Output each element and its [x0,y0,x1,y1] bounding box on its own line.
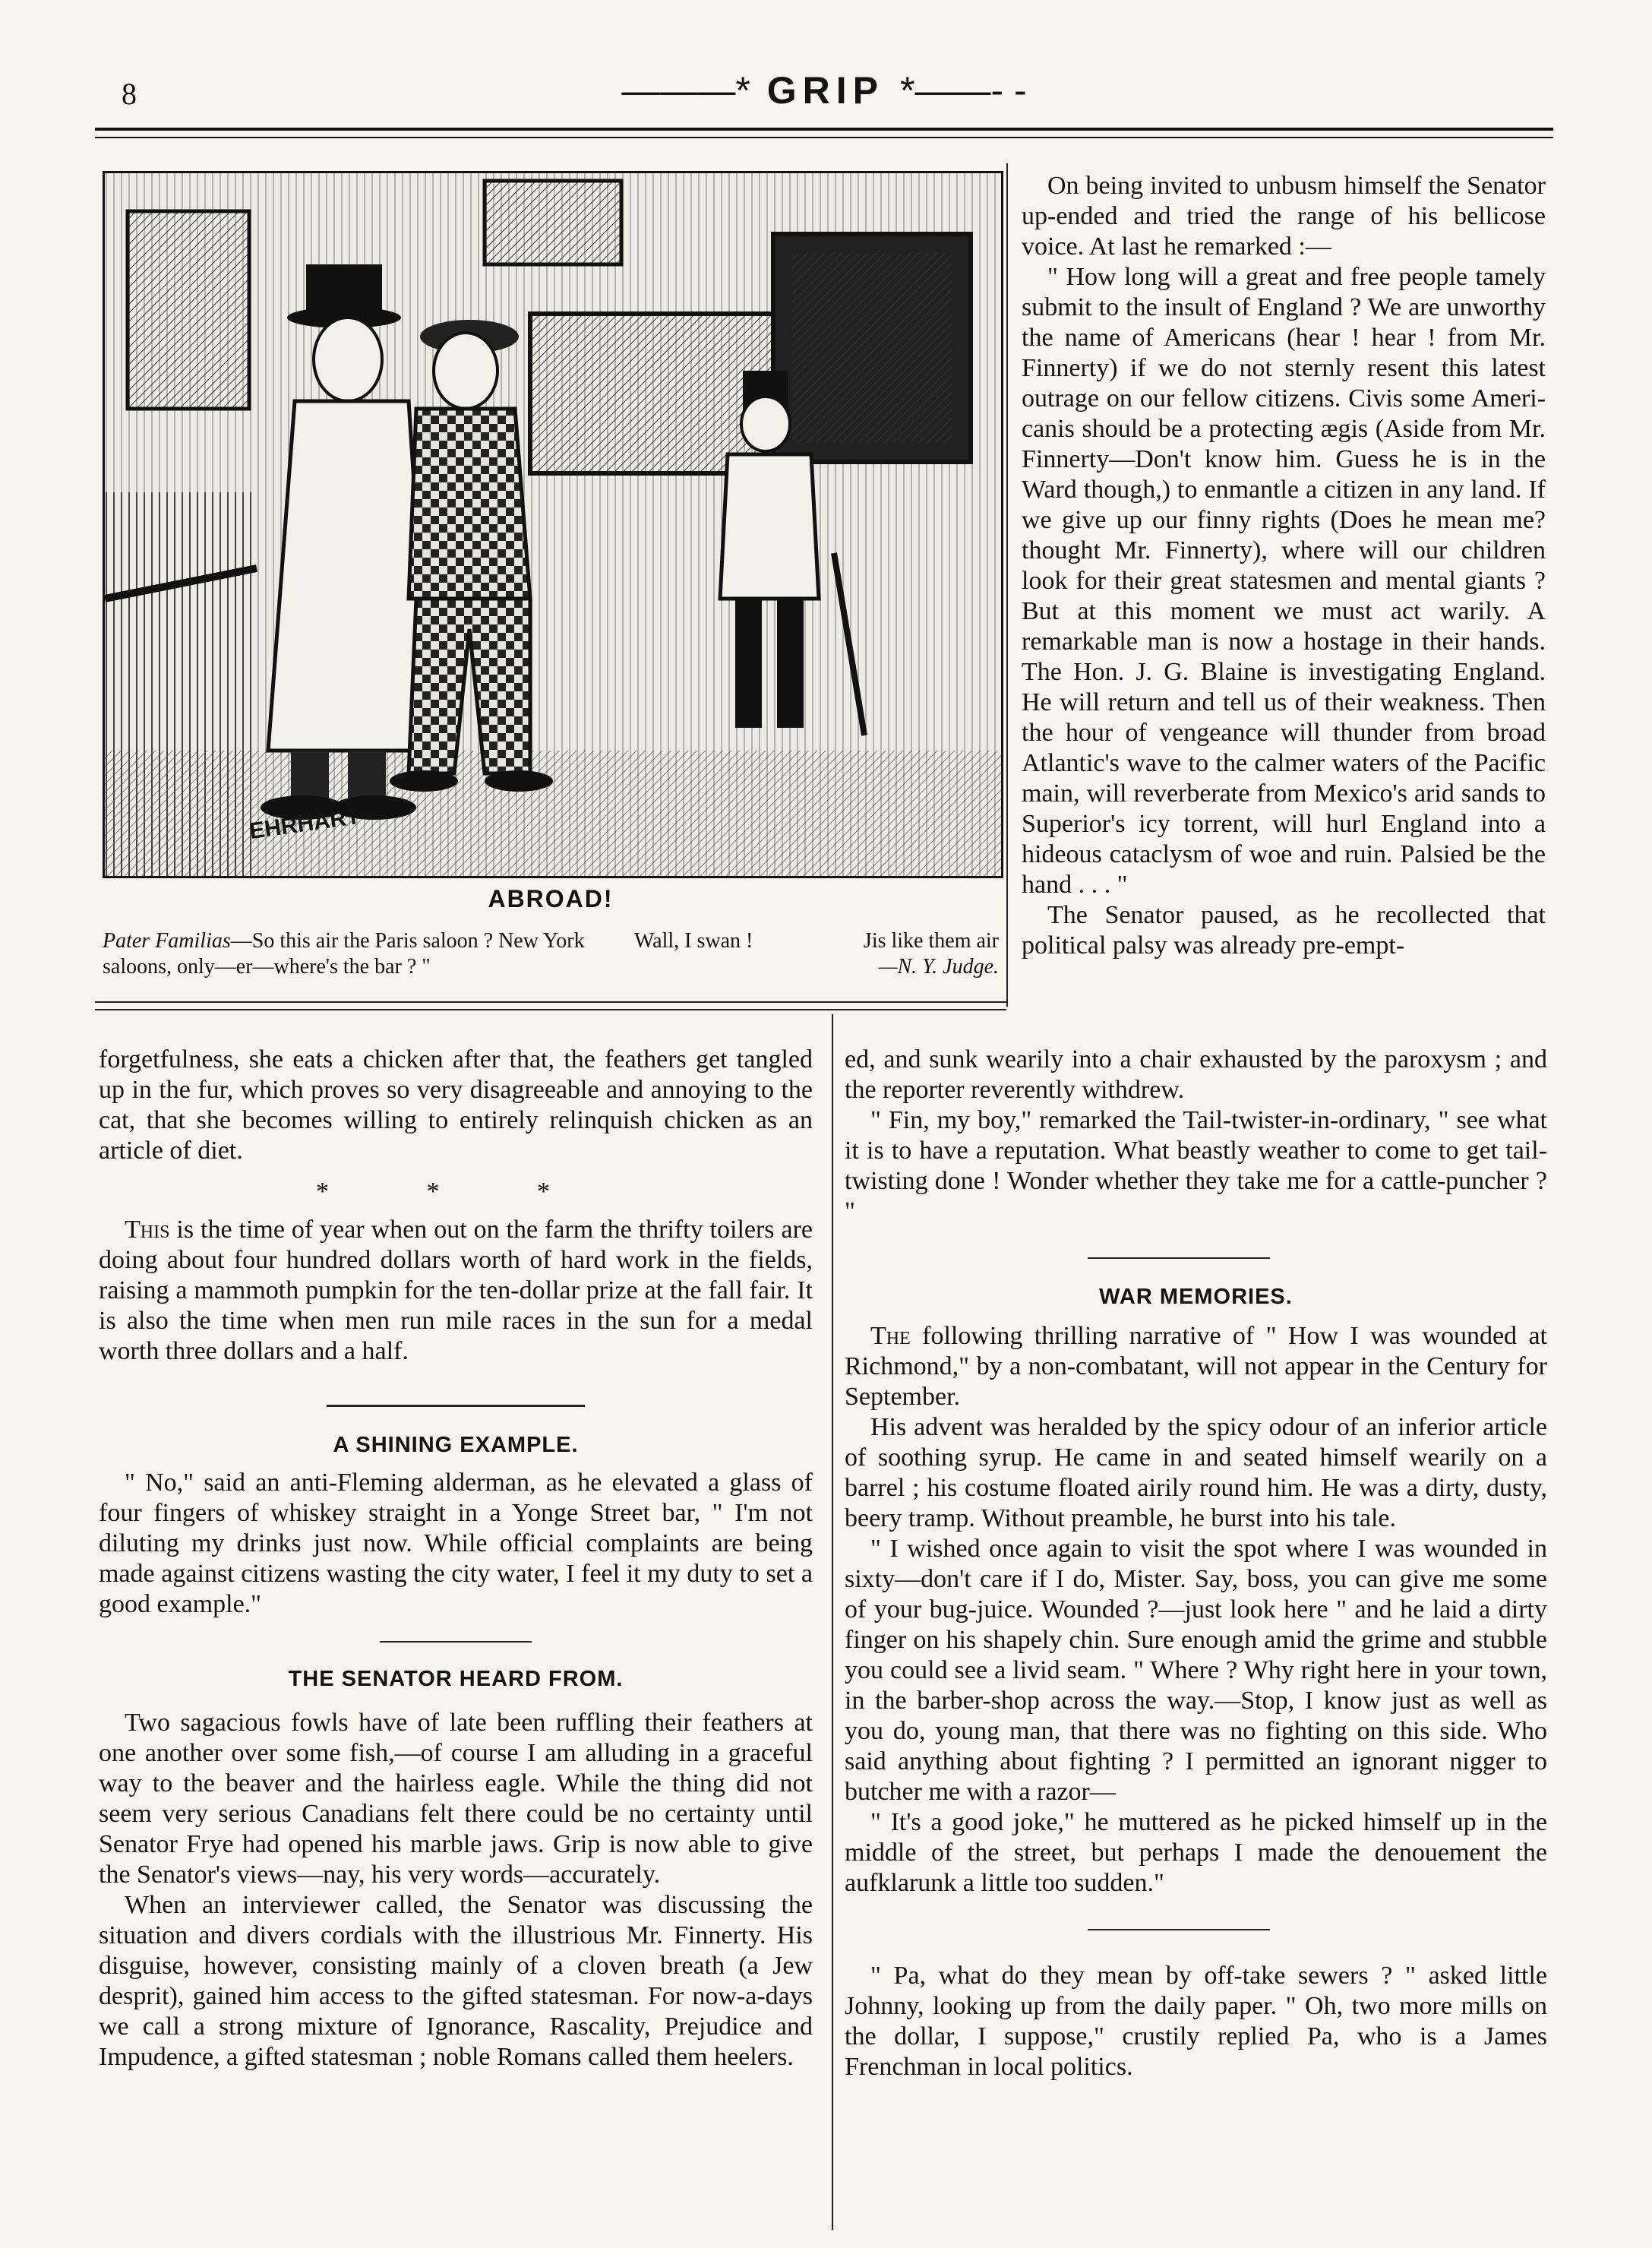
war-intro-text: following thrilling narrative of " How I was wounded at Richmond," by a non-combatant, will not appear in the Century for September. [845,1322,1547,1411]
column-divider-bottom [832,1014,833,2230]
farm-lead: This [125,1216,170,1244]
war-memories-heading: WAR MEMORIES. [1099,1285,1293,1309]
section-divider [327,1405,585,1407]
war-joke-paragraph: " It's a good joke," he muttered as he picked himself up in the middle of the street, but perhaps I made the denouement the aufklarunk a little too sudden." [845,1808,1547,1897]
masthead-ornament-right: *——- - [899,69,1027,112]
shining-example-heading: A SHINING EXAMPLE. [333,1433,579,1457]
page-header [99,68,1549,144]
cat-paragraph: forgetfulness, she eats a chicken after that, the feathers get tangled up in the fur, which proves so very disagreeable and annoying to the cat, that she becomes willing to entirely relinquish chicken as an article of diet. [99,1045,813,1165]
war-tale-paragraph: " I wished once again to visit the spot where I was wounded in sixty—don't care if I do, Mister. Say, boss, you can give me some of your bug-juice. Wounded ?—just look here " and he laid a dirty finger on his shapely chin. Sure enough amid the grime and stubble you could see a livid seam. " Where ? Why right here in your town, in the barber-shop across the way.—Stop, I know just as well as you do, young man, that there was no fighting on this side. Who said anything about fighting ? I permitted an ignorant nigger to butcher me with a razor— [845,1535,1547,1806]
senator-heard-heading: THE SENATOR HEARD FROM. [288,1667,624,1691]
caption-line-1: —So this air the Paris saloon ? New York saloons, only—er—where's the bar ? " [103,929,585,979]
sewers-joke-paragraph: " Pa, what do they mean by off-take sewers ? " asked little Johnny, looking up from the daily paper. " Oh, two more mills on the dollar, I suppose," crustily replied Pa, who is a James Frenchman in local politics. [845,1962,1547,2081]
header-rule-thin [95,137,1553,138]
masthead-ornament-left: ———* [621,69,750,112]
section-divider [380,1641,532,1643]
shining-example-paragraph: " No," said an anti-Fleming alderman, as he elevated a glass of four fingers of whiskey straight in a Yonge Street bar, " I'm not diluting my drinks just now. While official complaints are being made against citizens wasting the city water, I feel it my duty to set a good example." [99,1469,813,1618]
page-number: 8 [122,77,137,111]
senator-speech-column [1022,171,1546,961]
senator-ending-paragraph: ed, and sunk wearily into a chair exhausted by the paroxysm ; and the reporter reverently withdrew. [845,1045,1547,1104]
caption-credit: —N. Y. Judge. [878,955,999,979]
war-intro-paragraph [845,1321,1547,1412]
senator-speech-paragraph: " How long will a great and free people tamely submit to the insult of England ? We are unworthy the name of Americans (hear ! hear ! from Mr. Finnerty) if we do not sternly resent this latest outrage on our fellow citizens. Civis some Ameri-canis should be a protecting ægis (Aside from Mr. Finnerty—Don't know him. Guess he is in the Ward though,) to enmantle a citizen in any land. If we give up our finny rights (Does he mean me? thought Mr. Finnerty), where will our children look for their great statesmen and mental giants ? But at this moment we must act warily. A remarkable man is now a hostage in their hands. The Hon. J. G. Blaine is investigating England. He will return and tell us of their weakness. Then the hour of vengeance will thunder from broad Atlantic's wave to the calmer waters of the Pacific main, will reverberate from Mexico's arid sands to Superior's icy torrent, will hurl England into a hideous cataclysm of woe and ruin. Palsied be the hand . . . " [1022,263,1546,899]
farm-text: is the time of year when out on the farm the thrifty toilers are doing about four hundred dollars worth of hard work in the fields, raising a mammoth pumpkin for the ten-dollar prize at the fall fair. It is also the time when men run mile races in the sun for a medal worth three dollars and a half. [99,1216,813,1365]
cartoon-drawing [105,173,1001,876]
header-rule-thick [95,128,1553,131]
caption-speaker: Pater Familias [103,929,231,953]
illustration-bottom-rule-2 [95,1009,1006,1010]
section-stars: * * * [316,1178,595,1206]
war-lead: The [870,1322,911,1350]
masthead-title: GRIP [766,69,884,112]
section-divider [1088,1257,1270,1259]
masthead [99,68,1549,112]
cartoon-illustration [103,171,1003,878]
senator-heard-paragraph-2: When an interviewer called, the Senator was discussing the situation and divers cordials with the illustrious Mr. Finnerty. His disguise, however, consisting mainly of a cloven breath (a Jew desprit), gained him access to the gifted statesman. For now-a-days we call a strong mixture of Ignorance, Rascality, Prejudice and Impudence, a gifted statesman ; noble Romans called them heelers. [99,1891,813,2071]
caption-line-3: Jis like them air [863,929,999,953]
farm-paragraph [99,1215,813,1367]
right-column [845,1045,1547,2082]
senator-intro-paragraph: On being invited to unbusm himself the Senator up-ended and tried the range of his bellicose voice. At last he remarked :— [1022,172,1546,261]
section-divider [1088,1929,1270,1930]
illustration-bottom-rule-1 [95,1001,1006,1003]
war-advent-paragraph: His advent was heralded by the spicy odour of an inferior article of soothing syrup. He came in and seated himself wearily on a barrel ; his costume floated airily round him. He was a dirty, dusty, beery tramp. Without preamble, he burst into his tale. [845,1413,1547,1532]
left-column [99,1045,813,2073]
caption-dialogue-1 [103,928,619,980]
cartoon-caption-title: ABROAD! [488,885,614,912]
tail-twister-paragraph: " Fin, my boy," remarked the Tail-twister-in-ordinary, " see what it is to have a reputation. What beastly weather to come to get tail-twisting done ! Wonder whether they take me for a cattle-puncher ? " [845,1106,1547,1225]
caption-dialogue-2: Wall, I swan ! [634,929,753,953]
column-divider-top [1006,163,1008,1007]
senator-paused-paragraph: The Senator paused, as he recollected that political palsy was already pre-empt- [1022,901,1546,960]
artist-signature: EHRHART [248,803,362,845]
caption-dialogue-3 [813,928,999,980]
senator-heard-paragraph-1: Two sagacious fowls have of late been ruffling their feathers at one another over some fish,—of course I am alluding in a graceful way to the beaver and the hairless eagle. While the thing did not seem very serious Canadians felt there could be no certainty until Senator Frye had opened his marble jaws. Grip is now able to give the Senator's views—nay, his very words—accurately. [99,1709,813,1889]
